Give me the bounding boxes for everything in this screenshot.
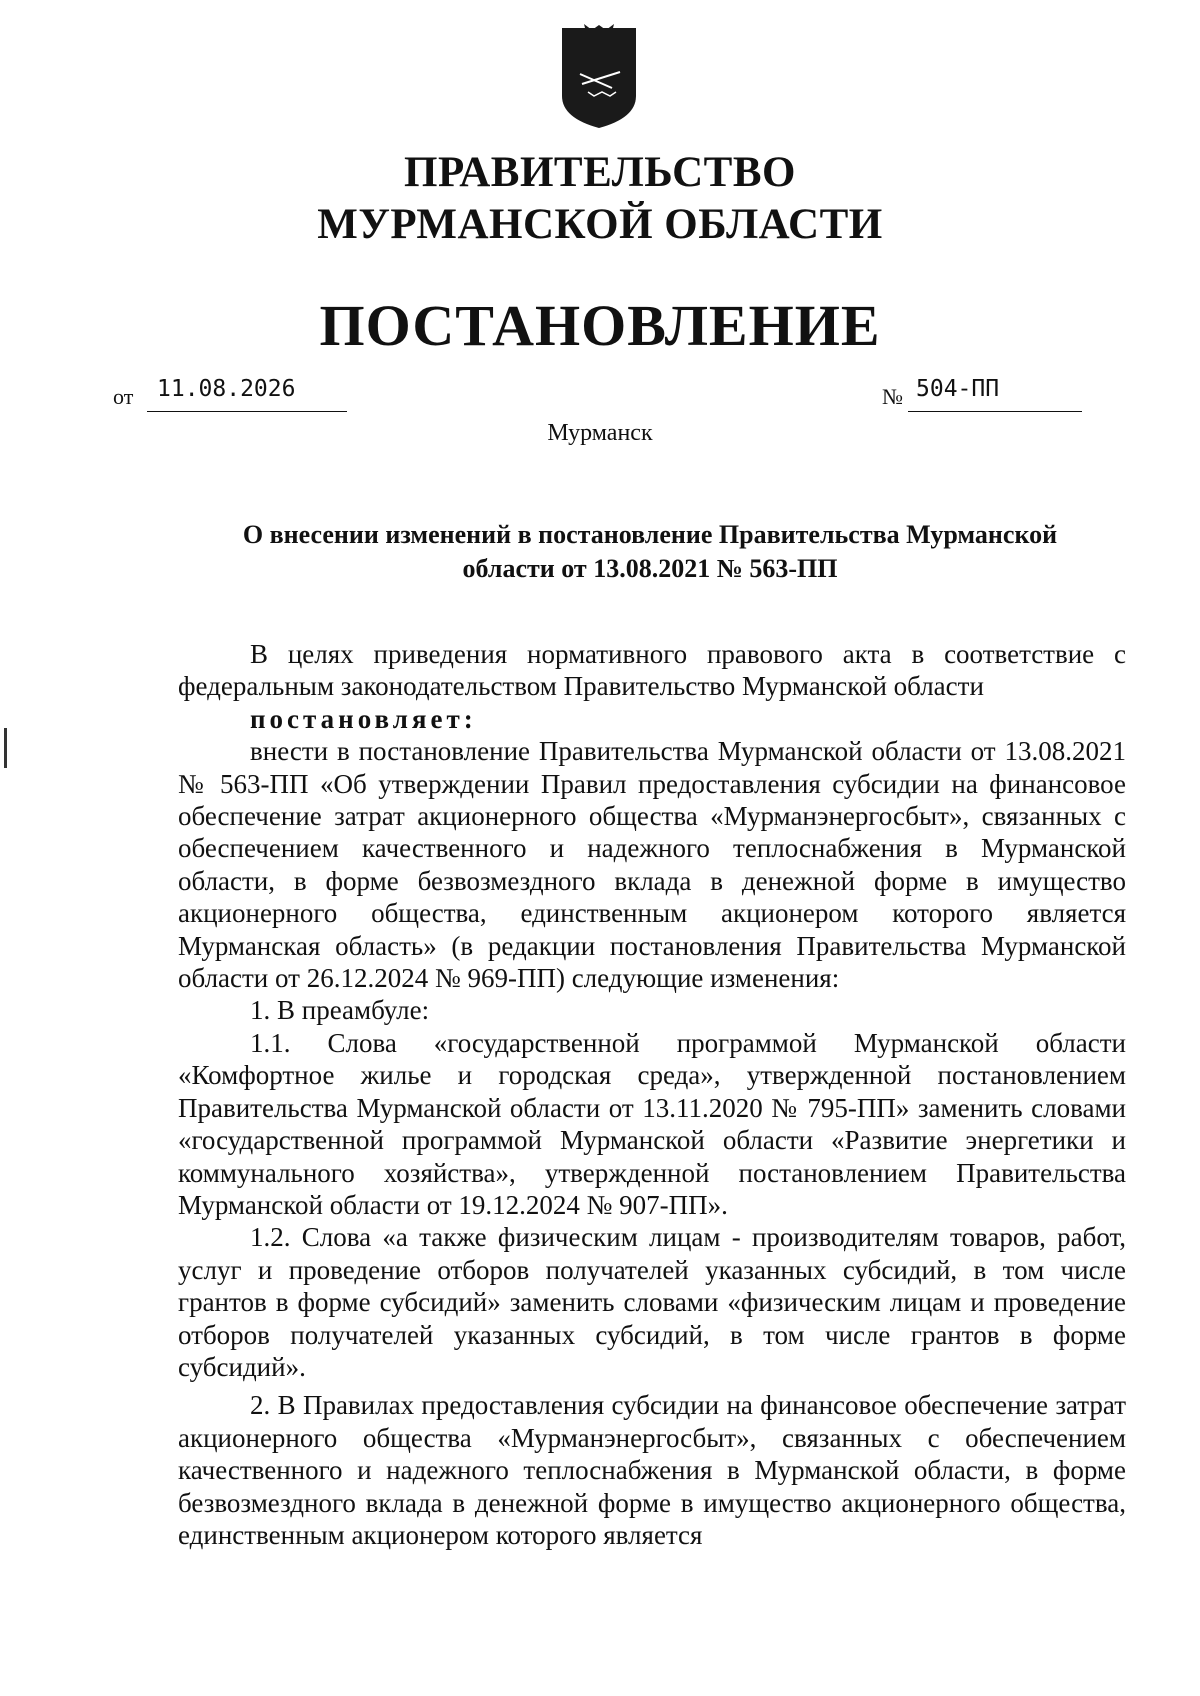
paragraph-item-1-1: 1.1. Слова «государственной программой Мурманской области «Комфортное жилье и городская среда», утвержденной постановлением Правительства Мурманской области от 13.11.2020 № 795-ПП» заменить словами «государственной программой Мурманской области «Развитие энергетики и коммунального хозяйства», утвержденной постановлением Правительства Мурманской области от 19.12.2024 № 907-ПП». xyxy=(178,1027,1126,1220)
city-name: Мурманск xyxy=(547,420,653,446)
document-subject xyxy=(200,518,1100,586)
paragraph-item-2: 2. В Правилах предоставления субсидии на финансовое обеспечение затрат акционерного общества «Мурманэнергосбыт», связанных с обеспечением качественного и надежного теплоснабжения в Мурманской области, в форме безвозмездного вклада в денежной форме в имущество акционерного общества, единственным акционером которого является xyxy=(178,1390,1126,1550)
government-title-line2: МУРМАНСКОЙ ОБЛАСТИ xyxy=(317,201,883,248)
paragraph-item-1: 1. В преамбуле: xyxy=(250,995,430,1026)
number-prefix: № xyxy=(882,384,903,409)
paragraph-amend-intro: внести в постановление Правительства Мурманской области от 13.08.2021 № 563-ПП «Об утверждении Правил предоставления субсидии на финансовое обеспечение затрат акционерного общества «Мурманэнергосбыт», связанных с обеспечением качественного и надежного теплоснабжения в Мурманской области, в форме безвозмездного вклада в денежной форме в имущество акционерного общества, единственным акционером которого является Мурманская область» (в редакции постановления Правительства Мурманской области от 26.12.2024 № 969-ПП) следующие изменения: xyxy=(178,736,1126,994)
document-body xyxy=(178,638,1126,1551)
date-prefix: от xyxy=(113,384,134,409)
date-value: 11.08.2026 xyxy=(147,376,347,412)
document-type-title: ПОСТАНОВЛЕНИЕ xyxy=(319,293,881,358)
coat-of-arms-emblem xyxy=(554,22,644,130)
government-title-line1: ПРАВИТЕЛЬСТВО xyxy=(404,149,796,196)
subject-line2: области от 13.08.2021 № 563-ПП xyxy=(462,554,838,583)
scan-margin-mark xyxy=(4,728,7,768)
subject-line1: О внесении изменений в постановление Правительства Мурманской xyxy=(242,520,1058,549)
document-number: 504-ПП xyxy=(908,376,1082,412)
paragraph-preamble: В целях приведения нормативного правового акта в соответствие с федеральным законодательством Правительство Мурманской области xyxy=(178,639,1126,702)
paragraph-item-1-2: 1.2. Слова «а также физическим лицам - производителям товаров, работ, услуг и проведение отборов получателей указанных субсидий, в том числе грантов в форме субсидий» заменить словами «физическим лицам и проведение отборов получателей указанных субсидий, в том числе грантов в форме субсидий». xyxy=(178,1222,1126,1382)
paragraph-decree-verb: постановляет: xyxy=(250,703,477,734)
